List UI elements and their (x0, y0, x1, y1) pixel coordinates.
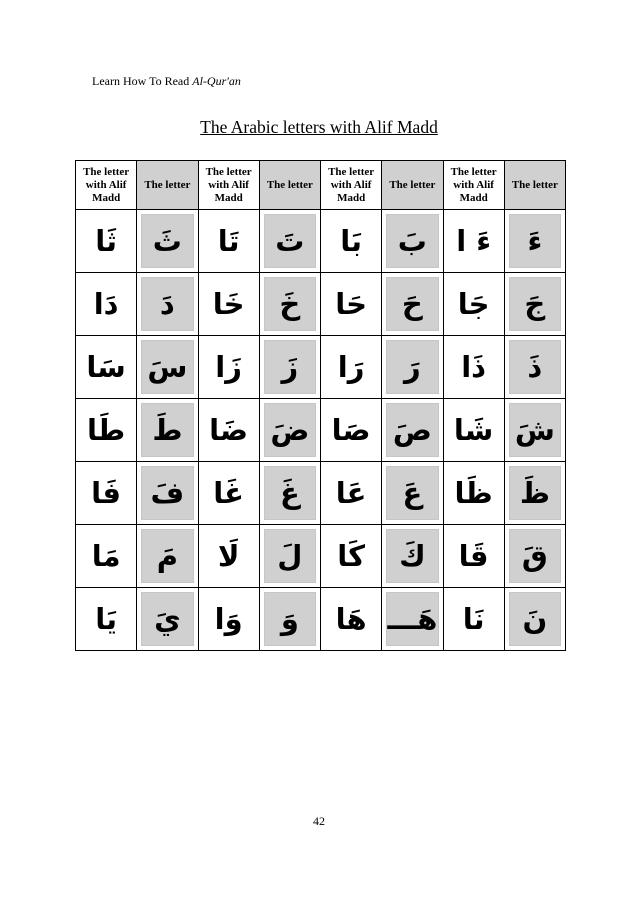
letter-with-alif-madd-cell: شَا (443, 399, 504, 462)
letter-with-alif-madd-cell: يَا (76, 588, 137, 651)
table-row (76, 336, 566, 399)
header-row (76, 161, 566, 210)
letter-cell: لَ (259, 525, 320, 588)
letter-with-alif-madd-cell: زَا (198, 336, 259, 399)
table-row (76, 273, 566, 336)
letter-with-alif-madd-cell: رَا (321, 336, 382, 399)
letter-with-alif-madd-cell: نَا (443, 588, 504, 651)
letter-with-alif-madd-cell: خَا (198, 273, 259, 336)
page-number: 42 (313, 814, 325, 828)
letter-with-alif-madd-cell: ثَا (76, 210, 137, 273)
letter-with-alif-madd-cell: ظَا (443, 462, 504, 525)
letter-with-alif-madd-cell: وَا (198, 588, 259, 651)
letter-cell: نَ (504, 588, 565, 651)
column-header: The letter with Alif Madd (321, 161, 382, 210)
letter-with-alif-madd-cell: فَا (76, 462, 137, 525)
letter-cell: هَـــ (382, 588, 443, 651)
letter-with-alif-madd-cell: حَا (321, 273, 382, 336)
running-header (92, 74, 241, 89)
running-header-prefix: Learn How To Read (92, 74, 193, 88)
letter-with-alif-madd-cell: لَا (198, 525, 259, 588)
letter-with-alif-madd-cell: هَا (321, 588, 382, 651)
letter-with-alif-madd-cell: ءَ ا (443, 210, 504, 273)
letters-table (75, 160, 566, 651)
letter-with-alif-madd-cell: بَا (321, 210, 382, 273)
letter-with-alif-madd-cell: سَا (76, 336, 137, 399)
letter-with-alif-madd-cell: جَا (443, 273, 504, 336)
letter-with-alif-madd-cell: مَا (76, 525, 137, 588)
letter-cell: غَ (259, 462, 320, 525)
letter-cell: ضَ (259, 399, 320, 462)
letter-cell: صَ (382, 399, 443, 462)
letter-cell: يَ (137, 588, 198, 651)
table-row (76, 588, 566, 651)
letter-cell: حَ (382, 273, 443, 336)
column-header: The letter (504, 161, 565, 210)
letter-with-alif-madd-cell: دَا (76, 273, 137, 336)
column-header: The letter with Alif Madd (443, 161, 504, 210)
letter-cell: زَ (259, 336, 320, 399)
letter-cell: دَ (137, 273, 198, 336)
letter-cell: ظَ (504, 462, 565, 525)
letter-with-alif-madd-cell: قَا (443, 525, 504, 588)
running-header-book: Al-Qur'an (192, 74, 241, 88)
letter-with-alif-madd-cell: ذَا (443, 336, 504, 399)
column-header: The letter (137, 161, 198, 210)
column-header: The letter with Alif Madd (76, 161, 137, 210)
letter-cell: ذَ (504, 336, 565, 399)
letter-cell: فَ (137, 462, 198, 525)
letter-cell: تَ (259, 210, 320, 273)
page-title: The Arabic letters with Alif Madd (200, 117, 438, 137)
letter-cell: كَ (382, 525, 443, 588)
letter-with-alif-madd-cell: عَا (321, 462, 382, 525)
letter-cell: عَ (382, 462, 443, 525)
letter-cell: قَ (504, 525, 565, 588)
letter-with-alif-madd-cell: ضَا (198, 399, 259, 462)
letter-cell: شَ (504, 399, 565, 462)
table-row (76, 399, 566, 462)
letter-with-alif-madd-cell: كَا (321, 525, 382, 588)
column-header: The letter (382, 161, 443, 210)
letter-cell: ثَ (137, 210, 198, 273)
column-header: The letter (259, 161, 320, 210)
letter-cell: طَ (137, 399, 198, 462)
letter-with-alif-madd-cell: تَا (198, 210, 259, 273)
letter-with-alif-madd-cell: صَا (321, 399, 382, 462)
letter-with-alif-madd-cell: طَا (76, 399, 137, 462)
letter-cell: ءَ (504, 210, 565, 273)
table-row (76, 462, 566, 525)
table-row (76, 525, 566, 588)
letter-cell: بَ (382, 210, 443, 273)
letter-cell: سَ (137, 336, 198, 399)
letter-cell: خَ (259, 273, 320, 336)
table-row (76, 210, 566, 273)
letter-cell: مَ (137, 525, 198, 588)
column-header: The letter with Alif Madd (198, 161, 259, 210)
letter-cell: وَ (259, 588, 320, 651)
letter-cell: جَ (504, 273, 565, 336)
letter-with-alif-madd-cell: غَا (198, 462, 259, 525)
letter-cell: رَ (382, 336, 443, 399)
